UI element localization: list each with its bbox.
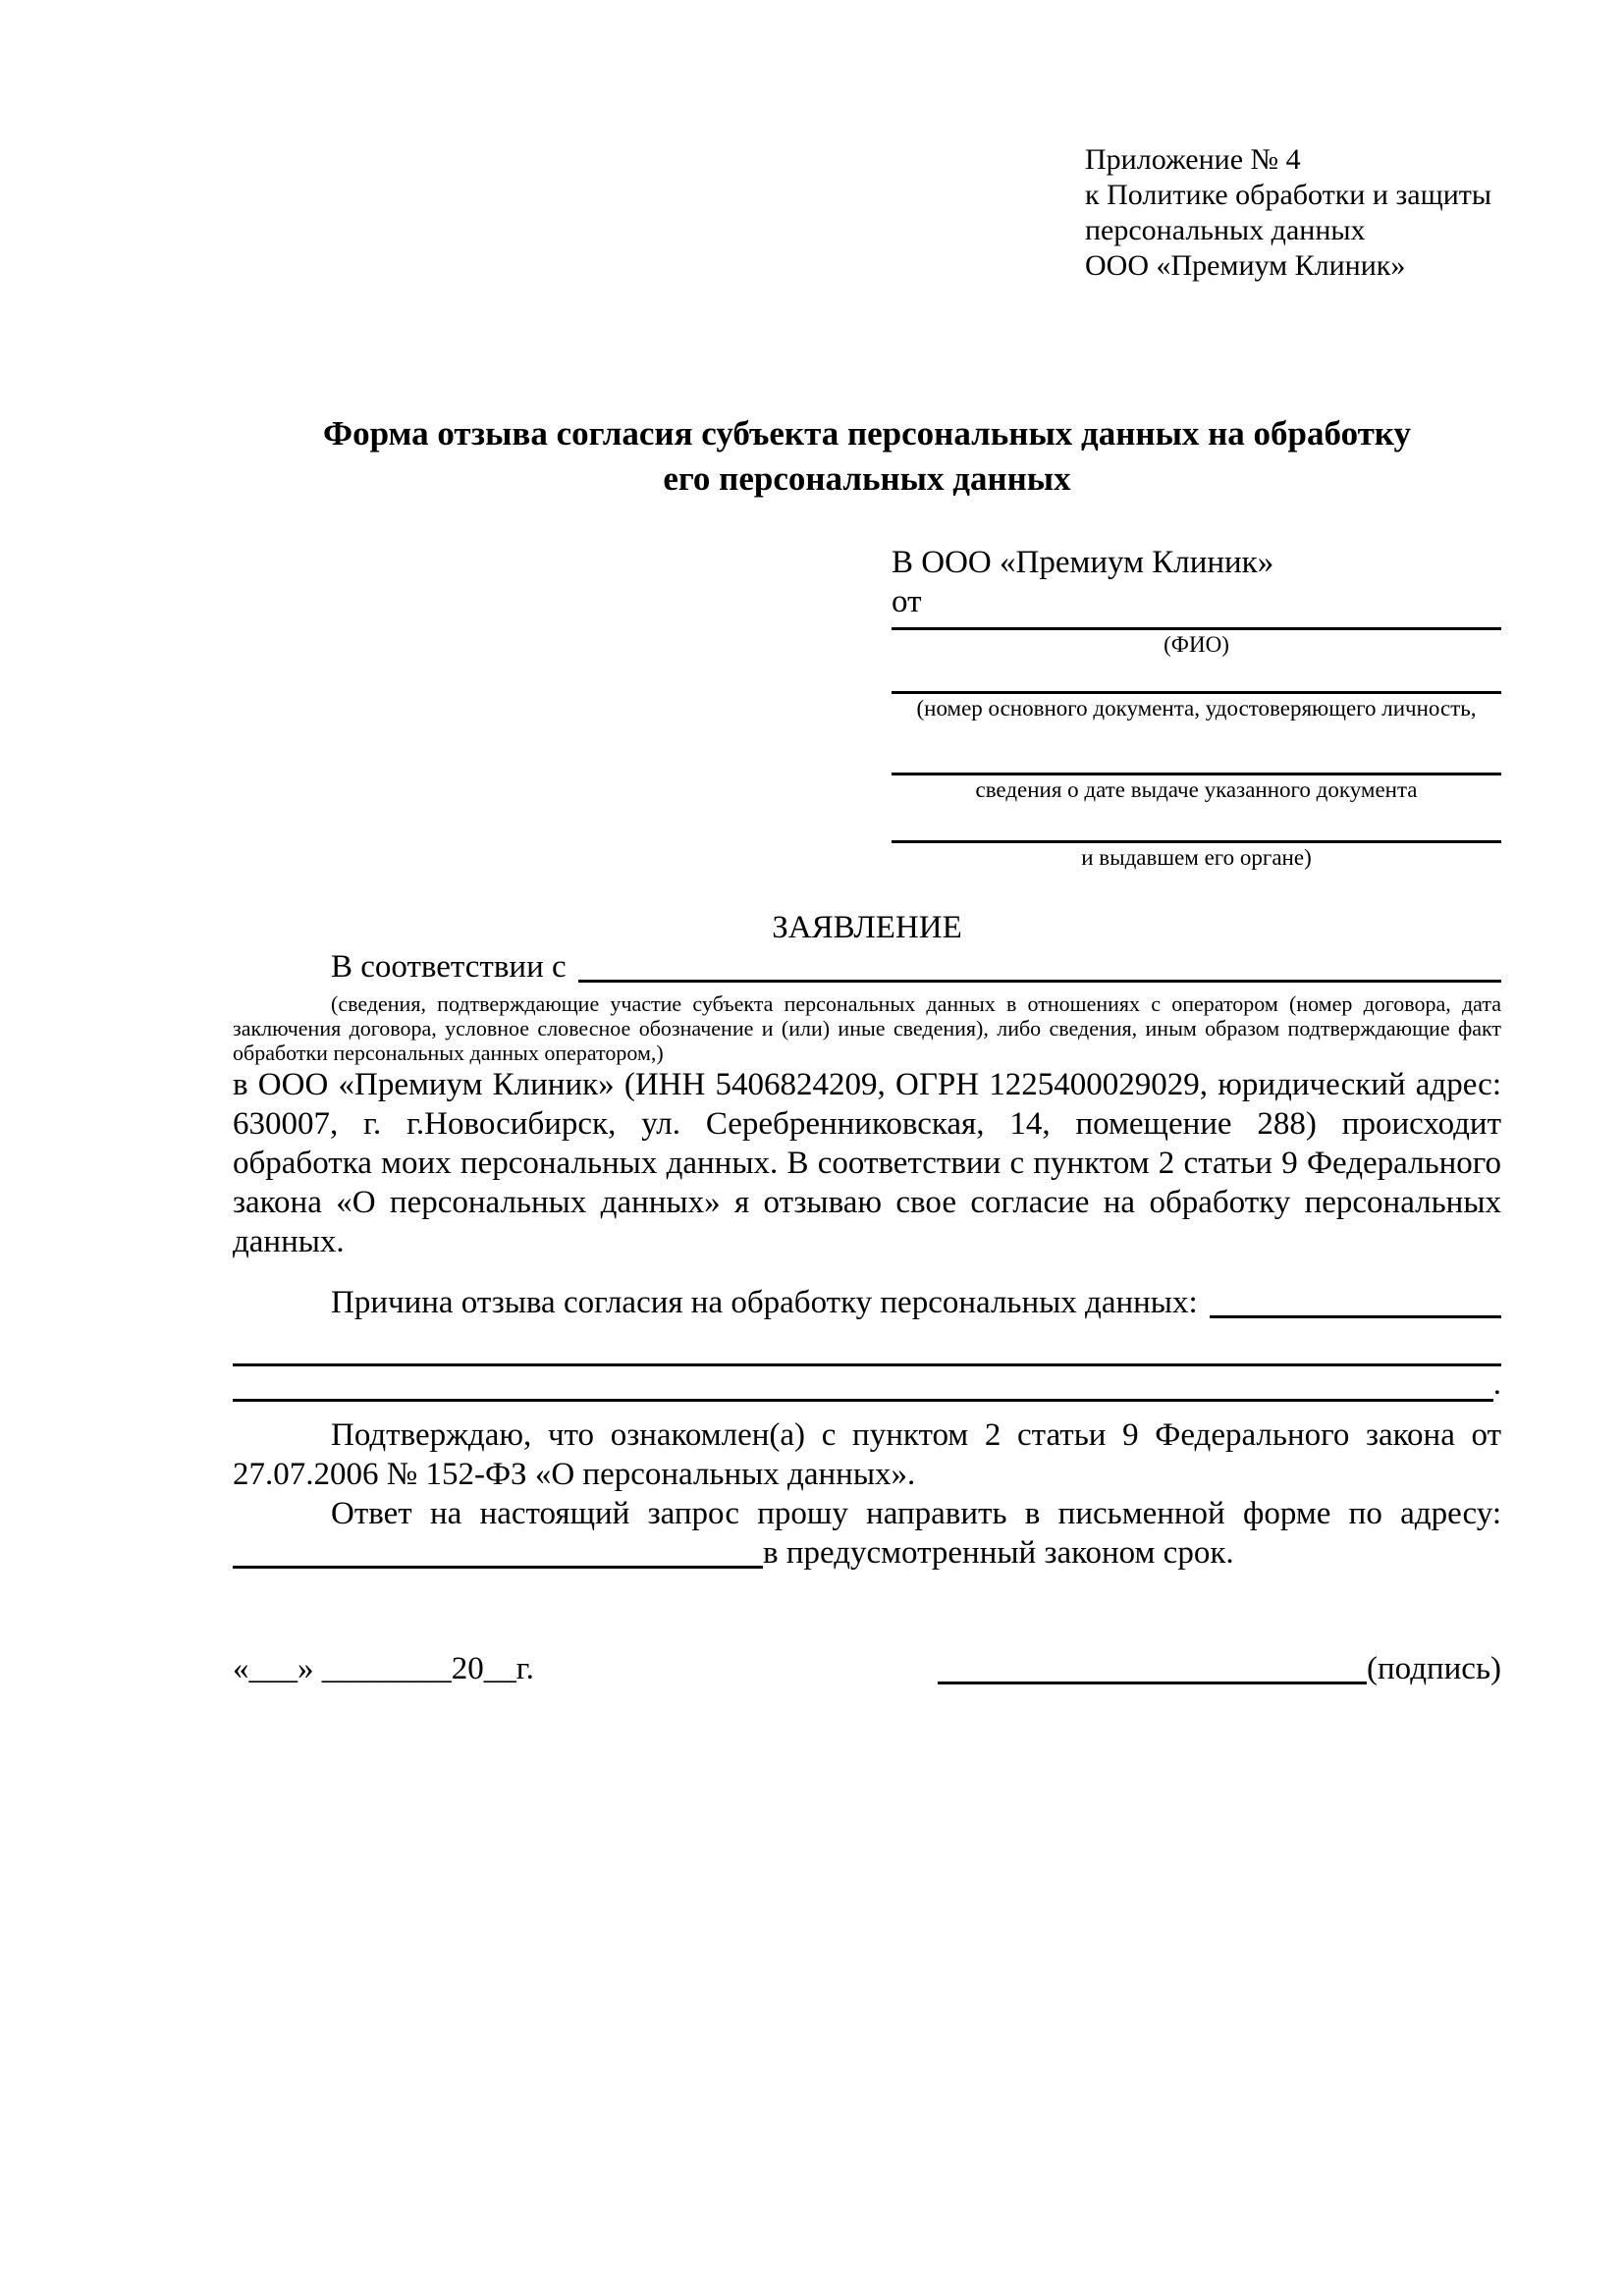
statement-body: в ООО «Премиум Клиник» (ИНН 5406824209, ОГРН 1225400029029, юридический адрес: 630007, г. г.Новосибирск, ул. Серебренниковская, 14, помещение 288) происходит обработка моих персональных данных. В соответствии с пунктом 2 статьи 9 Федерального закона «О персональных данных» я отзываю свое согласие на обработку персональных данных.: [233, 1067, 1501, 1259]
reply-address-blank-line: [233, 1533, 763, 1569]
signature-caption: (подпись): [1367, 1651, 1501, 1686]
date-signature-row: [233, 1649, 1501, 1688]
spacer: [567, 947, 578, 987]
basis-lead: В соответствии с: [331, 949, 567, 985]
addressee-to: В ООО «Премиум Клиник»: [892, 545, 1274, 580]
reason-blank-line-2: [233, 1328, 1501, 1366]
date-blank: «___» ________20__г.: [233, 1651, 534, 1686]
appendix-line: Приложение № 4: [1085, 143, 1301, 176]
page-title-line: Форма отзыва согласия субъекта персональных данных на обработку: [323, 414, 1411, 453]
appendix-note: [1085, 142, 1501, 284]
confirmation-paragraph: Подтверждаю, что ознакомлен(а) с пунктом 2 статьи 9 Федерального закона от 27.07.2006 № 152-ФЗ «О персональных данных».: [233, 1417, 1501, 1492]
fio-caption: (ФИО): [1164, 632, 1229, 657]
addressee-from: от: [892, 584, 922, 619]
blank-line-period: .: [1492, 1366, 1501, 1402]
reply-paragraph: Ответ на настоящий запрос прошу направить в письменной форме по адресу:: [331, 1496, 1501, 1531]
appendix-line: персональных данных: [1085, 214, 1366, 246]
reason-lead: Причина отзыва согласия на обработку персональных данных:: [331, 1285, 1198, 1320]
appendix-line: к Политике обработки и защиты: [1085, 179, 1492, 211]
signature-group: [938, 1649, 1501, 1688]
reason-blank-line-3: [233, 1399, 1493, 1402]
signature-blank-line: [938, 1649, 1367, 1684]
issuing-authority-caption: и выдавшем его органе): [1081, 845, 1312, 870]
issue-date-caption: сведения о дате выдаче указанного документа: [975, 777, 1418, 802]
basis-row: [233, 947, 1501, 987]
document-number-caption: (номер основного документа, удостоверяющего личность,: [916, 696, 1477, 721]
reason-row: [233, 1283, 1501, 1322]
page-title-line: его персональных данных: [663, 459, 1071, 498]
appendix-line: ООО «Премиум Клиник»: [1085, 249, 1406, 282]
reply-address-row: [233, 1533, 1501, 1573]
spacer: [1198, 1283, 1210, 1322]
basis-blank-line: [578, 947, 1501, 983]
reason-blank-row-3: [233, 1366, 1501, 1402]
addressee-block: [892, 543, 1501, 873]
page-title: [233, 411, 1501, 502]
reason-blank-line: [1210, 1283, 1501, 1318]
statement-heading: ЗАЯВЛЕНИЕ: [772, 910, 962, 945]
reply-tail: в предусмотренный законом срок.: [763, 1535, 1234, 1571]
basis-footnote: (сведения, подтверждающие участие субъекта персональных данных в отношениях с оператором (номер договора, дата заключения договора, условное словесное обозначение и (или) иные сведения), либо сведения, иным образом подтверждающие факт обработки персональных данных оператором,): [233, 991, 1501, 1065]
